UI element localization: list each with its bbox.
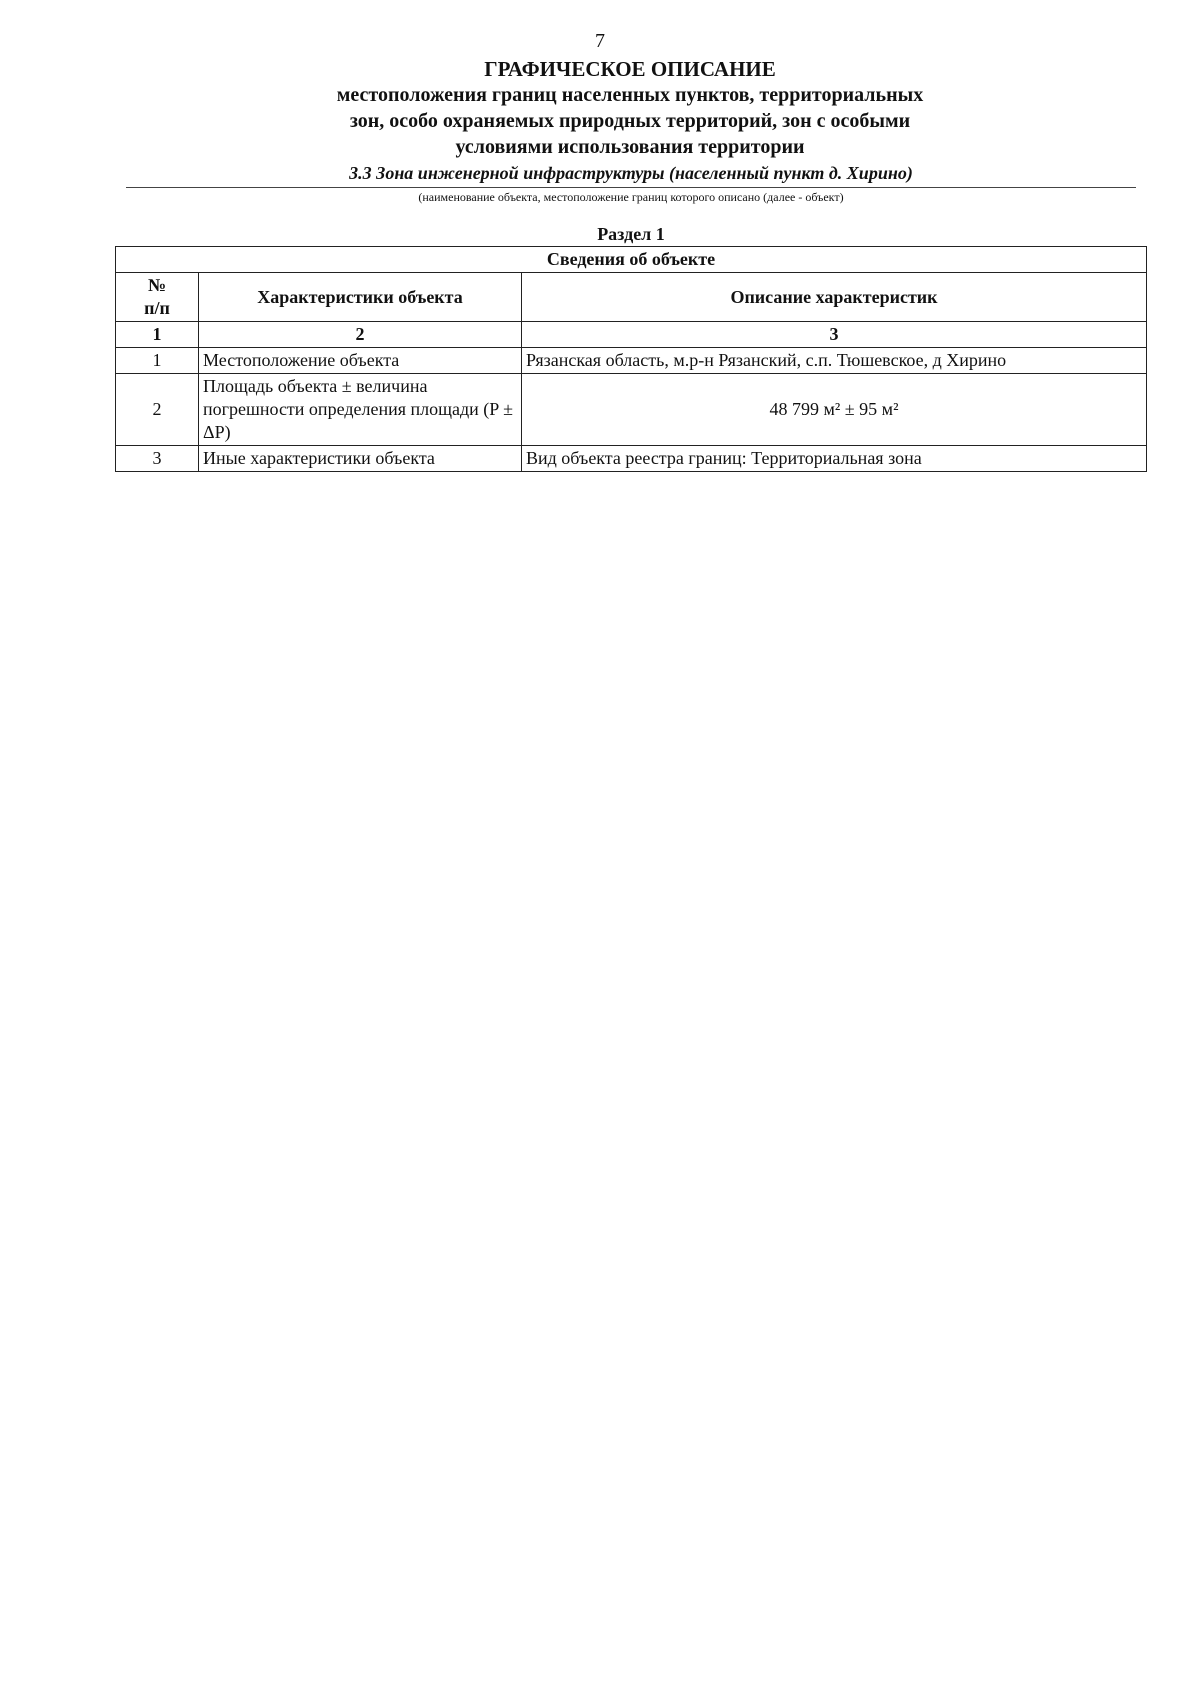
column-header-description: Описание характеристик <box>522 273 1147 322</box>
row-number: 3 <box>116 446 199 472</box>
table-row <box>116 348 1147 374</box>
row-characteristic: Местоположение объекта <box>199 348 522 374</box>
row-description: Вид объекта реестра границ: Территориальная зона <box>522 446 1147 472</box>
column-header-characteristic: Характеристики объекта <box>199 273 522 322</box>
column-header-number: № п/п <box>116 273 199 322</box>
object-info-table <box>115 246 1147 472</box>
column-number-2: 2 <box>199 322 522 348</box>
object-name: 3.3 Зона инженерной инфраструктуры (населенный пункт д. Хирино) <box>349 163 913 183</box>
column-number-3: 3 <box>522 322 1147 348</box>
row-description: 48 799 м² ± 95 м² <box>522 374 1147 446</box>
row-number: 2 <box>116 374 199 446</box>
object-name-caption: (наименование объекта, местоположение границ которого описано (далее - объект) <box>418 190 844 204</box>
document-title: ГРАФИЧЕСКОЕ ОПИСАНИЕ <box>484 57 776 81</box>
table-title-row <box>116 247 1147 273</box>
object-name-underline <box>126 187 1136 188</box>
table-header-row <box>116 273 1147 322</box>
table-row <box>116 446 1147 472</box>
section-title: Раздел 1 <box>597 224 665 244</box>
table-title: Сведения об объекте <box>116 247 1147 273</box>
table-row <box>116 374 1147 446</box>
document-title-block <box>150 56 1110 160</box>
page-number: 7 <box>595 30 605 52</box>
document-subtitle-line-3: условиями использования территории <box>455 136 805 158</box>
column-number-1: 1 <box>116 322 199 348</box>
row-description: Рязанская область, м.р-н Рязанский, с.п. Тюшевское, д Хирино <box>522 348 1147 374</box>
row-characteristic: Иные характеристики объекта <box>199 446 522 472</box>
document-subtitle-line-1: местоположения границ населенных пунктов, территориальных <box>336 84 924 106</box>
row-characteristic: Площадь объекта ± величина погрешности определения площади (P ± ΔP) <box>199 374 522 446</box>
document-subtitle-line-2: зон, особо охраняемых природных территорий, зон с особыми <box>349 110 911 132</box>
row-number: 1 <box>116 348 199 374</box>
column-number-row <box>116 322 1147 348</box>
